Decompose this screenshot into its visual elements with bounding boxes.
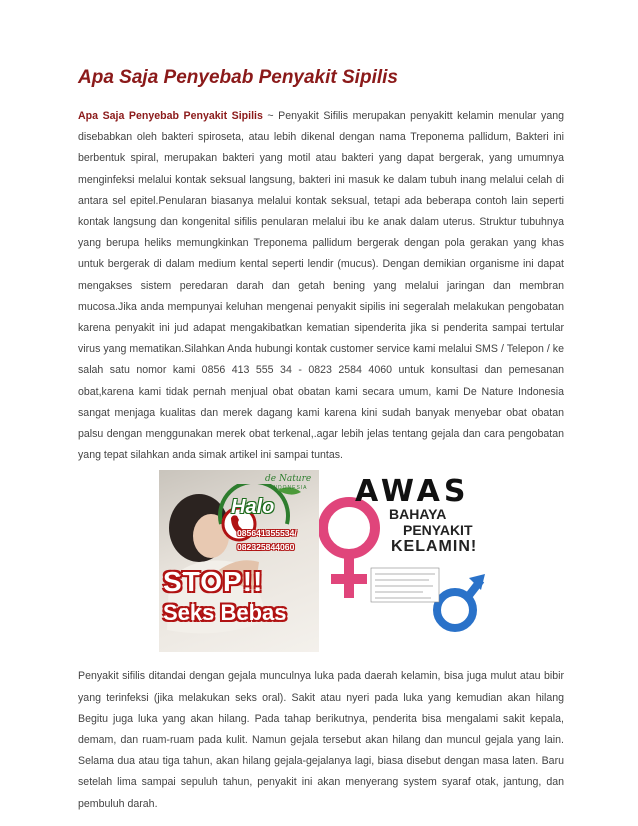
stop-label: STOP!!: [163, 566, 264, 598]
brand-sub: INDONESIA: [271, 485, 308, 492]
paragraph-symptoms: Penyakit sifilis ditandai dengan gejala munculnya luka pada daerah kelamin, bisa juga mulut atau bibir yang terinfeksi (jika melakukan seks oral). Sakit atau nyeri pada luka yang kemudian akan hilang Begitu juga luka yang akan hilang. Pada tahap berikutnya, penderita bisa mengalami sakit kepala, demam, dan ruam-ruam pada kulit. Namun gejala tersebut akan hilang dan muncul gejala yang lain. Selama dua atau tiga tahun, akan hilang gejala-gejalanya lagi, biasa disebut dengan masa laten. Baru setelah lima sampai sepuluh tahun, penyakit ini akan menyerang system syaraf otak, jantung, dan pembuluh darah.: [78, 670, 564, 810]
banner-left-panel: [159, 470, 319, 652]
kelamin-label: KELAMIN!: [391, 538, 478, 556]
lead-keyword: Apa Saja Penyebab Penyakit Sipilis: [78, 110, 263, 122]
paragraph-intro-text: ~ Penyakit Sifilis merupakan penyakitt kelamin menular yang disebabkan oleh bakteri spiroseta, atau lebih dikenal dengan nama Treponema pallidum, Bakteri ini berbentuk spiral, merupakan bakteri yang motil atau bakteri yang dapat bergerak, yang umumnya menginfeksi melalui kontak seksual langsung, bakteri ini masuk ke dalam tubuh inang melalui celah di antara sel epitel.Penularan biasanya melalui kontak seksual, tetapi ada beberapa contoh lain seperti kontak langsung dan kongenital sifilis penularan melalui ibu ke anak dalam uterus. Struktur tubuhnya yang berupa heliks memungkinkan Treponema pallidum bergerak dengan pola gerakan yang khas untuk bergerak di dalam medium kental seperti lendir (mucus). Dengan demikian organisme ini dapat mengakses sistem peredaran darah dan getah bening yang melalui jaringan dan membran mucosa.Jika anda mempunyai keluhan mengenai penyakit sipilis ini segeralah melakukan pengobatan karena penyakit ini jud adapat mengakibatkan kematian sipenderita jika si penderita sampai tertular virus yang mematikan.Silahkan Anda hubungi kontak customer service kami melalui SMS / Telepon / ke salah satu nomor kami 0856 413 555 34 - 0823 2584 4060 untuk konsultasi dan pemesanan obat,karena kami tidak pernah menjual obat obatan kami secara umum, kami De Nature Indonesia sangat menjaga kualitas dan merek dagang kami karena kini sudah banyak menyebar obat obatan palsu dengan menggunakan merek obat terkenal,.agar lebih jelas tentang gejala dan cara pengobatan yang tepat silahkan anda simak artikel ini sampai tuntas.: [78, 110, 564, 462]
awas-heading: AWAS: [355, 474, 470, 510]
halo-label: Halo: [231, 496, 275, 519]
article: [78, 66, 564, 815]
promo-banner-image: [159, 470, 487, 652]
page-title: Apa Saja Penyebab Penyakit Sipilis: [78, 67, 398, 88]
phone-number-1: 085641355534/: [237, 528, 297, 539]
brand-name: de Nature: [265, 474, 312, 485]
penyakit-label: PENYAKIT: [403, 522, 473, 539]
bahaya-label: BAHAYA: [389, 506, 447, 523]
seks-bebas-label: Seks Bebas: [163, 600, 287, 626]
paragraph-intro: [78, 106, 564, 466]
phone-number-2: 082325844060: [237, 542, 295, 553]
